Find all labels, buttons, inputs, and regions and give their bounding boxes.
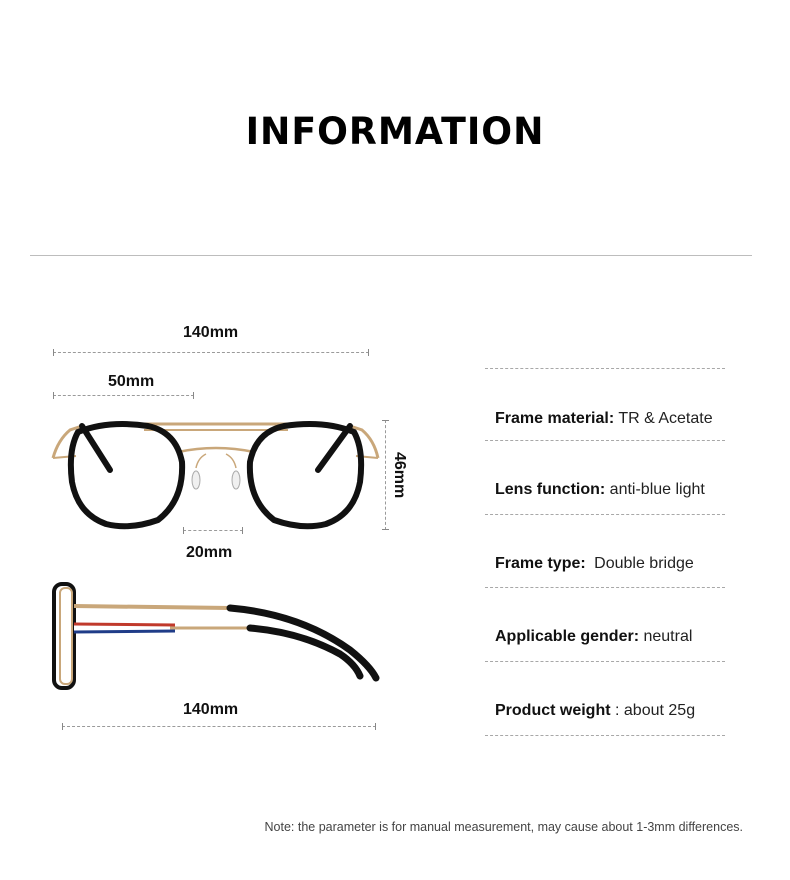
spec-value: Double bridge (594, 555, 694, 572)
spec-applicable-gender (495, 628, 692, 646)
total-width-line (53, 352, 369, 353)
spec-label: Lens function: (495, 481, 606, 498)
glasses-front-view (48, 410, 388, 540)
spec-value: anti-blue light (609, 481, 705, 498)
bridge-width-label: 20mm (186, 544, 233, 561)
lens-width-label: 50mm (108, 373, 155, 390)
spec-label: Frame type: (495, 555, 586, 572)
glasses-side-view (50, 578, 380, 693)
spec-divider (485, 735, 725, 736)
spec-divider (485, 368, 725, 369)
spec-lens-function (495, 481, 705, 499)
spec-label: Frame material: (495, 410, 615, 427)
spec-label: Product weight (495, 702, 611, 719)
total-width-label: 140mm (183, 324, 239, 341)
temple-length-line (62, 726, 376, 727)
spec-label: Applicable gender: (495, 628, 640, 645)
spec-divider (485, 587, 725, 588)
spec-frame-type (495, 555, 694, 573)
lens-height-label: 46mm (391, 452, 408, 499)
page-title: INFORMATION (245, 110, 545, 153)
spec-value: neutral (643, 628, 693, 645)
lens-width-line (53, 395, 194, 396)
spec-divider (485, 440, 725, 441)
measurement-note: Note: the parameter is for manual measurement, may cause about 1-3mm differences. (264, 820, 743, 834)
spec-value: about 25g (623, 702, 696, 719)
temple-length-label: 140mm (183, 701, 239, 718)
spec-product-weight (495, 702, 695, 720)
spec-colon: : (610, 702, 624, 719)
header-divider (30, 255, 752, 256)
spec-value: TR & Acetate (618, 410, 713, 427)
spec-frame-material (495, 410, 713, 428)
spec-divider (485, 661, 725, 662)
spec-divider (485, 514, 725, 515)
